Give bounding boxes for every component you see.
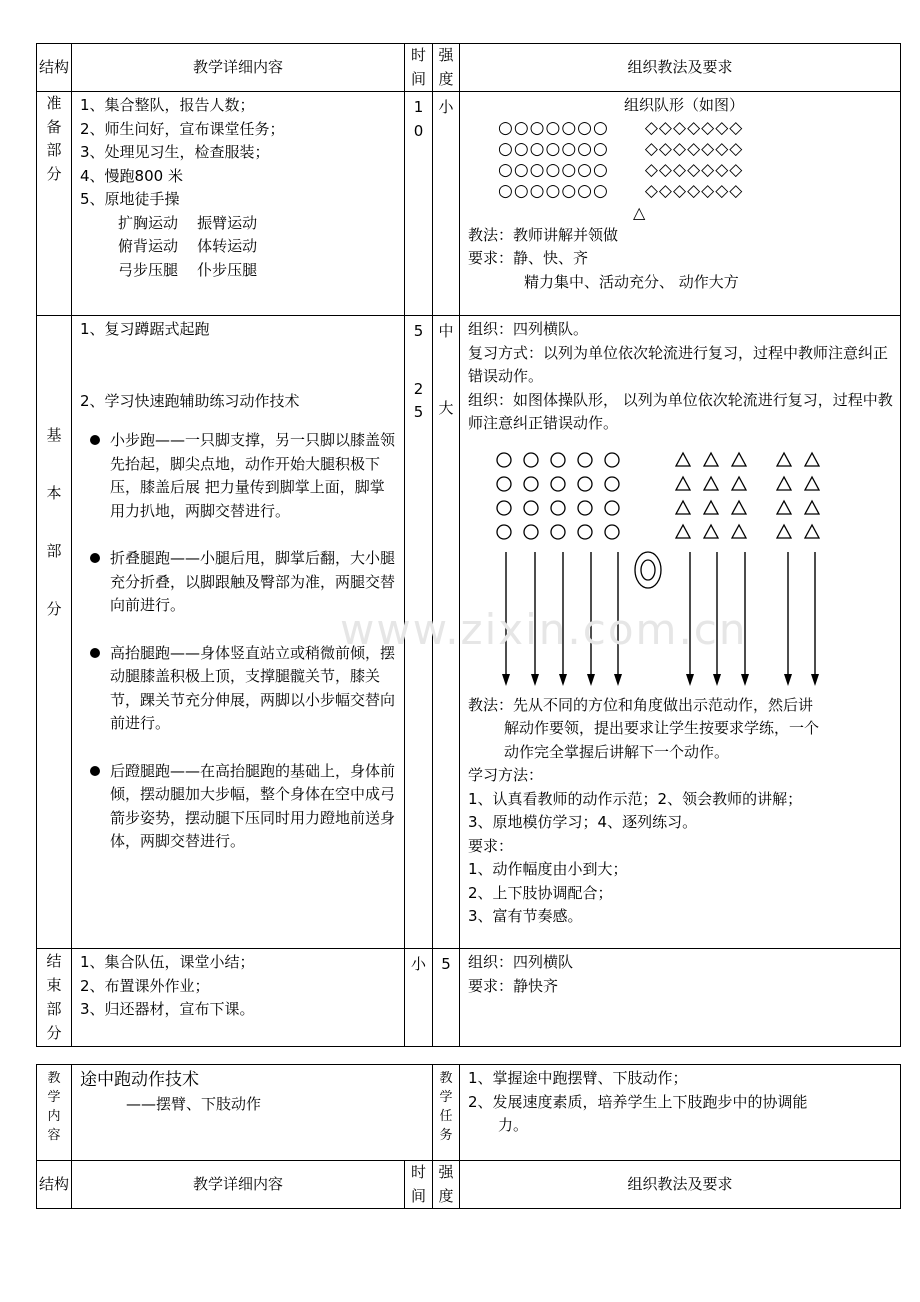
lesson2-header-row bbox=[37, 1161, 901, 1209]
student-circle-icon bbox=[605, 477, 619, 491]
prep-content: 1、集合整队，报告人数； 2、师生问好，宣布课堂任务； 3、处理见习生，检查服装； 4、慢跑800 米 5、原地徒手操 扩胸运动 振臂运动 俯背运动 体转运动 弓步压腿 仆步压腿 bbox=[72, 92, 405, 316]
student-circle-icon bbox=[524, 477, 538, 491]
bullet-item: 折叠腿跑——小腿后甩，脚掌后翻，大小腿充分折叠，以脚跟触及臀部为准，两腿交替向前进行。 bbox=[80, 547, 398, 618]
student-triangle-icon bbox=[704, 453, 718, 466]
method-header: 组织教法及要求 bbox=[460, 1161, 901, 1209]
student-triangle-icon bbox=[676, 525, 690, 538]
student-triangle-icon bbox=[777, 525, 791, 538]
time-header: 时间 bbox=[405, 1161, 433, 1209]
arrow-head-icon bbox=[713, 674, 721, 686]
student-circle-icon bbox=[524, 453, 538, 467]
student-triangle-icon bbox=[704, 477, 718, 490]
student-triangle-icon bbox=[704, 525, 718, 538]
prep-time: 10 bbox=[405, 92, 433, 316]
prep-intensity: 小 bbox=[433, 92, 460, 316]
arrow-head-icon bbox=[741, 674, 749, 686]
end-content: 1、集合队伍，课堂小结； 2、布置课外作业； 3、归还器材，宣布下课。 bbox=[72, 949, 405, 1047]
student-triangles bbox=[676, 453, 819, 538]
student-circle-icon bbox=[497, 501, 511, 515]
method-header: 组织教法及要求 bbox=[460, 44, 901, 92]
student-triangle-icon bbox=[805, 501, 819, 514]
student-circle-icon bbox=[551, 453, 565, 467]
arrow-head-icon bbox=[531, 674, 539, 686]
student-circle-icon bbox=[578, 525, 592, 539]
student-triangle-icon bbox=[732, 525, 746, 538]
time-header: 时间 bbox=[405, 44, 433, 92]
lesson2-info-row bbox=[37, 1065, 901, 1161]
end-row bbox=[37, 949, 901, 1047]
student-circle-icon bbox=[578, 477, 592, 491]
main-label: 基本部分 bbox=[37, 316, 72, 949]
end-label: 结束部分 bbox=[37, 949, 72, 1047]
arrow-head-icon bbox=[614, 674, 622, 686]
student-triangle-icon bbox=[777, 477, 791, 490]
teacher-triangle-icon: △ bbox=[633, 202, 646, 222]
student-triangle-icon bbox=[805, 525, 819, 538]
student-triangle-icon bbox=[732, 453, 746, 466]
header-row bbox=[37, 44, 901, 92]
student-circle-icon bbox=[524, 501, 538, 515]
student-circle-icon bbox=[497, 525, 511, 539]
student-triangle-icon bbox=[704, 501, 718, 514]
end-method: 组织：四列横队 要求：静快齐 bbox=[460, 949, 901, 1047]
student-triangle-icon bbox=[676, 453, 690, 466]
bullet-item: 后蹬腿跑——在高抬腿跑的基础上，身体前倾，摆动腿加大步幅，整个身体在空中成弓箭步姿势，摆动腿下压同时用力蹬地前送身体，两脚交替进行。 bbox=[80, 760, 398, 854]
lesson2-task-label: 教学任务 bbox=[433, 1065, 460, 1161]
main-method: 组织：四列横队。 复习方式：以列为单位依次轮流进行复习，过程中教师注意纠正错误动作。 组织：如图体操队形， 以列为单位依次轮流进行复习，过程中教师注意纠正错误动作。 教法：先从不同的方位和角度做出示范动作，然后讲 解动作要领，提出要求让学生按要求学练，一个 动作完全掌握后讲解下一个动作。 学习方法： 1、认真看教师的动作示范；2、领会教师的讲解； 3、原地模仿学习；4、逐列练习。 要求： 1、动作幅度由小到大； 2、上下肢协调配合； 3、富有节奏感。 bbox=[460, 316, 901, 949]
student-circle-icon bbox=[578, 453, 592, 467]
student-circle-icon bbox=[605, 525, 619, 539]
student-circle-icon bbox=[605, 453, 619, 467]
arrow-head-icon bbox=[587, 674, 595, 686]
arrow-head-icon bbox=[784, 674, 792, 686]
student-circles bbox=[497, 453, 619, 539]
student-triangle-icon bbox=[777, 501, 791, 514]
lesson2-tasks: 1、掌握途中跑摆臂、下肢动作； 2、发展速度素质，培养学生上下肢跑步中的协调能 力。 bbox=[460, 1065, 901, 1161]
arrow-head-icon bbox=[811, 674, 819, 686]
student-circle-icon bbox=[497, 477, 511, 491]
bullet-item: 小步跑——一只脚支撑，另一只脚以膝盖领先抬起，脚尖点地，动作开始大腿积极下压，膝盖后展 把力量传到脚掌上面，脚掌用力扒地，两脚交替进行。 bbox=[80, 429, 398, 523]
lesson-plan-table-2 bbox=[36, 1064, 901, 1209]
prep-formation: ○○○○○○○ ◇◇◇◇◇◇◇ ○○○○○○○ ◇◇◇◇◇◇◇ ○○○○○○○ ◇◇◇◇◇◇◇ ○○○○○○○ ◇◇◇◇◇◇◇ △ bbox=[468, 118, 900, 224]
prep-row bbox=[37, 92, 901, 316]
student-circle-icon bbox=[524, 525, 538, 539]
student-triangle-icon bbox=[805, 477, 819, 490]
structure-header: 结构 bbox=[37, 44, 72, 92]
bullet-item: 高抬腿跑——身体竖直站立或稍微前倾，摆动腿膝盖积极上顶，支撑腿髋关节，膝关节，踝关节充分伸展，两脚以小步幅交替向前进行。 bbox=[80, 642, 398, 736]
main-content: 1、复习蹲踞式起跑 2、学习快速跑辅助练习动作技术 小步跑——一只脚支撑，另一只脚以膝盖领先抬起，脚尖点地，动作开始大腿积极下压，膝盖后展 把力量传到脚掌上面，脚掌用力扒地，两脚交替进行。 折叠腿跑——小腿后甩，脚掌后翻，大小腿充分折叠，以脚跟触及臀部为准，两腿交替向前进行。 高抬腿跑——身体竖直站立或稍微前倾，摆动腿膝盖积极上顶，支撑腿髋关节，膝关节，踝关节充分伸展，两脚以小步幅交替向前进行。 后蹬腿跑——在高抬腿跑的基础上，身体前倾，摆动腿加大步幅，整个身体在空中成弓箭步姿势，摆动腿下压同时用力蹬地前送身体，两脚交替进行。 bbox=[72, 316, 405, 949]
prep-method: 组织队形（如图） ○○○○○○○ ◇◇◇◇◇◇◇ ○○○○○○○ ◇◇◇◇◇◇◇ ○○○○○○○ ◇◇◇◇◇◇◇ ○○○○○○○ ◇◇◇◇◇◇◇ △ 教法：教师讲解并领做 要求：静、快、齐 精力集中、活动充分、 动作大方 bbox=[460, 92, 901, 316]
structure-header: 结构 bbox=[37, 1161, 72, 1209]
watermark: www.zixin.com.cn bbox=[340, 605, 748, 654]
intensity-header: 强度 bbox=[433, 1161, 460, 1209]
student-triangle-icon bbox=[777, 453, 791, 466]
main-intensity: 中 大 bbox=[433, 316, 460, 949]
student-triangle-icon bbox=[732, 477, 746, 490]
lesson2-content-label: 教学内容 bbox=[37, 1065, 72, 1161]
student-circle-icon bbox=[497, 453, 511, 467]
student-triangle-icon bbox=[805, 453, 819, 466]
lesson2-content: 途中跑动作技术 ——摆臂、下肢动作 bbox=[72, 1065, 433, 1161]
student-triangle-icon bbox=[676, 477, 690, 490]
content-header: 教学详细内容 bbox=[72, 44, 405, 92]
main-time: 5 25 bbox=[405, 316, 433, 949]
student-circle-icon bbox=[578, 501, 592, 515]
student-circle-icon bbox=[551, 525, 565, 539]
lesson-plan-table bbox=[36, 43, 901, 1047]
student-circle-icon bbox=[551, 477, 565, 491]
teacher-target-icon bbox=[635, 552, 661, 588]
content-header: 教学详细内容 bbox=[72, 1161, 405, 1209]
arrow-head-icon bbox=[502, 674, 510, 686]
end-time: 5 bbox=[433, 949, 460, 1047]
arrow-head-icon bbox=[686, 674, 694, 686]
end-intensity: 小 bbox=[405, 949, 433, 1047]
student-triangle-icon bbox=[732, 501, 746, 514]
intensity-header: 强度 bbox=[433, 44, 460, 92]
student-triangle-icon bbox=[676, 501, 690, 514]
student-circle-icon bbox=[551, 501, 565, 515]
prep-label: 准备部分 bbox=[37, 92, 72, 316]
arrow-head-icon bbox=[559, 674, 567, 686]
student-circle-icon bbox=[605, 501, 619, 515]
